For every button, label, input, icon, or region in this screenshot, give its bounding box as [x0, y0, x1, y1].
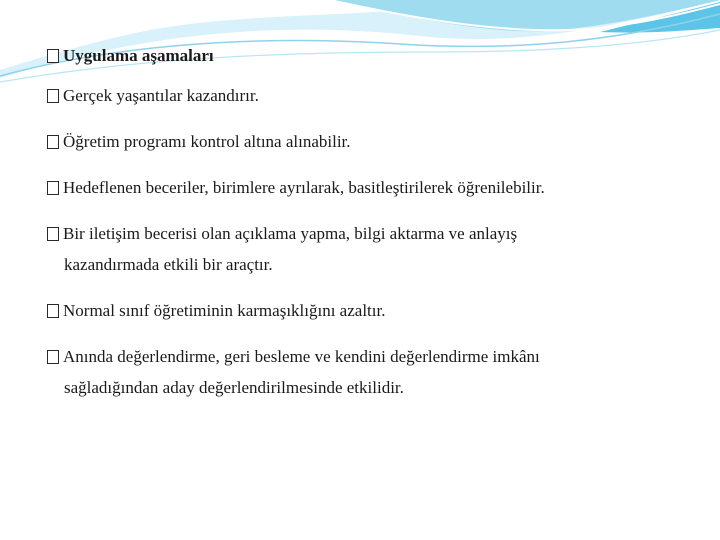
bullet-item [47, 341, 707, 403]
bullet-text: Hedeflenen beceriler, birimlere ayrılarak, basitleştirilerek öğrenilebilir. [63, 178, 545, 197]
bullet-item [47, 126, 707, 157]
bullet-text-continuation: kazandırmada etkili bir araçtır. [64, 255, 273, 274]
bullet-text: Gerçek yaşantılar kazandırır. [63, 86, 259, 105]
bullet-text: Normal sınıf öğretiminin karmaşıklığını azaltır. [63, 301, 386, 320]
bullet-box-icon [47, 49, 59, 63]
slide-content [47, 44, 707, 418]
bullet-item [47, 295, 707, 326]
bullet-text-continuation: sağladığından aday değerlendirilmesinde etkilidir. [64, 378, 404, 397]
slide-title [47, 44, 707, 70]
bullet-text: Anında değerlendirme, geri besleme ve kendini değerlendirme imkânı [63, 347, 540, 366]
slide-title-text: Uygulama aşamaları [63, 46, 214, 65]
bullet-box-icon [47, 135, 59, 149]
bullet-text: Öğretim programı kontrol altına alınabilir. [63, 132, 351, 151]
bullet-box-icon [47, 350, 59, 364]
bullet-text: Bir iletişim becerisi olan açıklama yapma, bilgi aktarma ve anlayış [63, 224, 518, 243]
bullet-item [47, 218, 707, 280]
bullet-item [47, 172, 707, 203]
bullet-box-icon [47, 227, 59, 241]
bullet-box-icon [47, 304, 59, 318]
bullet-box-icon [47, 181, 59, 195]
bullet-box-icon [47, 89, 59, 103]
bullet-item [47, 80, 707, 111]
